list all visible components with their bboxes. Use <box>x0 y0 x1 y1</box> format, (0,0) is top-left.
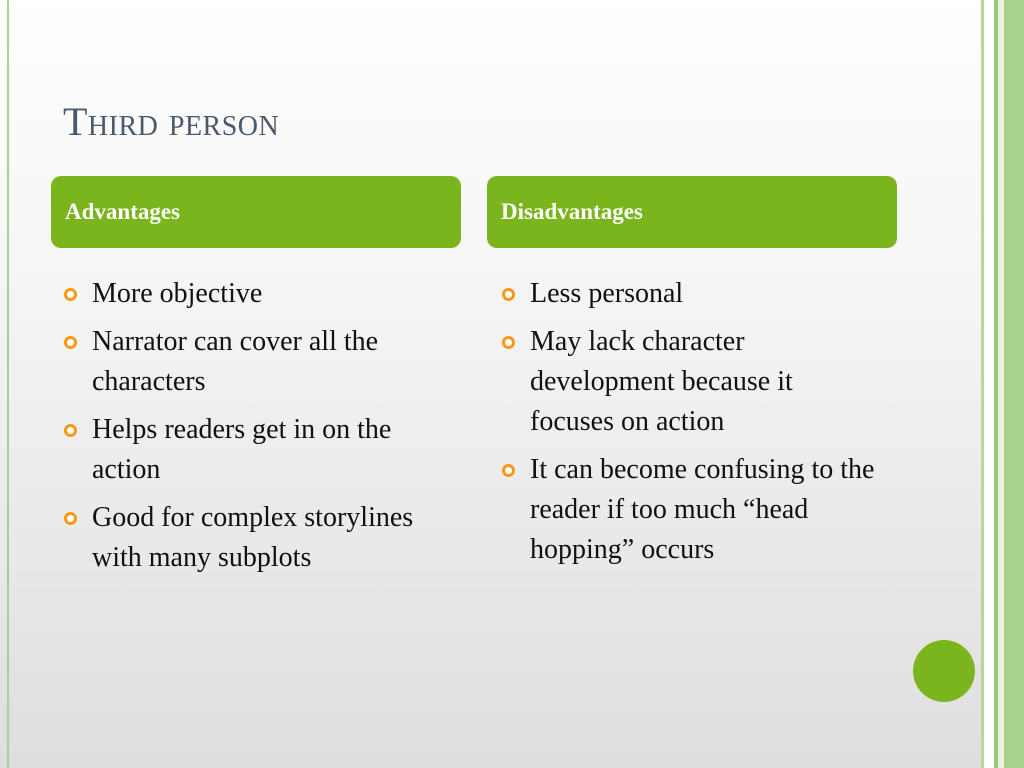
advantages-header <box>51 176 461 248</box>
list-item <box>62 410 442 490</box>
disadvantages-header <box>487 176 897 248</box>
left-frame-line <box>7 0 9 768</box>
list-item-text: Good for complex storylines with many subplots <box>92 502 414 573</box>
disadvantages-list <box>500 274 880 578</box>
bullet-icon <box>64 424 77 437</box>
slide-title: Third person <box>63 99 280 144</box>
advantages-list <box>62 274 442 586</box>
list-item <box>500 322 880 442</box>
disadvantages-header-label: Disadvantages <box>501 199 643 224</box>
list-item-text: It can become confusing to the reader if too much “head hopping” occurs <box>530 454 875 565</box>
advantages-header-label: Advantages <box>65 199 181 224</box>
list-item <box>500 274 880 314</box>
list-item-text: May lack character development because it focuses on action <box>530 326 793 437</box>
bullet-icon <box>502 336 515 349</box>
bullet-icon <box>64 336 77 349</box>
bullet-icon <box>64 288 77 301</box>
list-item <box>62 274 442 314</box>
list-item-text: Less personal <box>530 278 684 309</box>
list-item <box>500 450 880 570</box>
list-item-text: More objective <box>92 278 263 309</box>
bullet-icon <box>502 288 515 301</box>
right-frame-stripes <box>978 0 1024 768</box>
bullet-icon <box>64 512 77 525</box>
list-item-text: Narrator can cover all the characters <box>92 326 379 397</box>
decorative-circle <box>913 640 975 702</box>
bullet-icon <box>502 464 515 477</box>
list-item-text: Helps readers get in on the action <box>92 414 392 485</box>
list-item <box>62 498 442 578</box>
list-item <box>62 322 442 402</box>
